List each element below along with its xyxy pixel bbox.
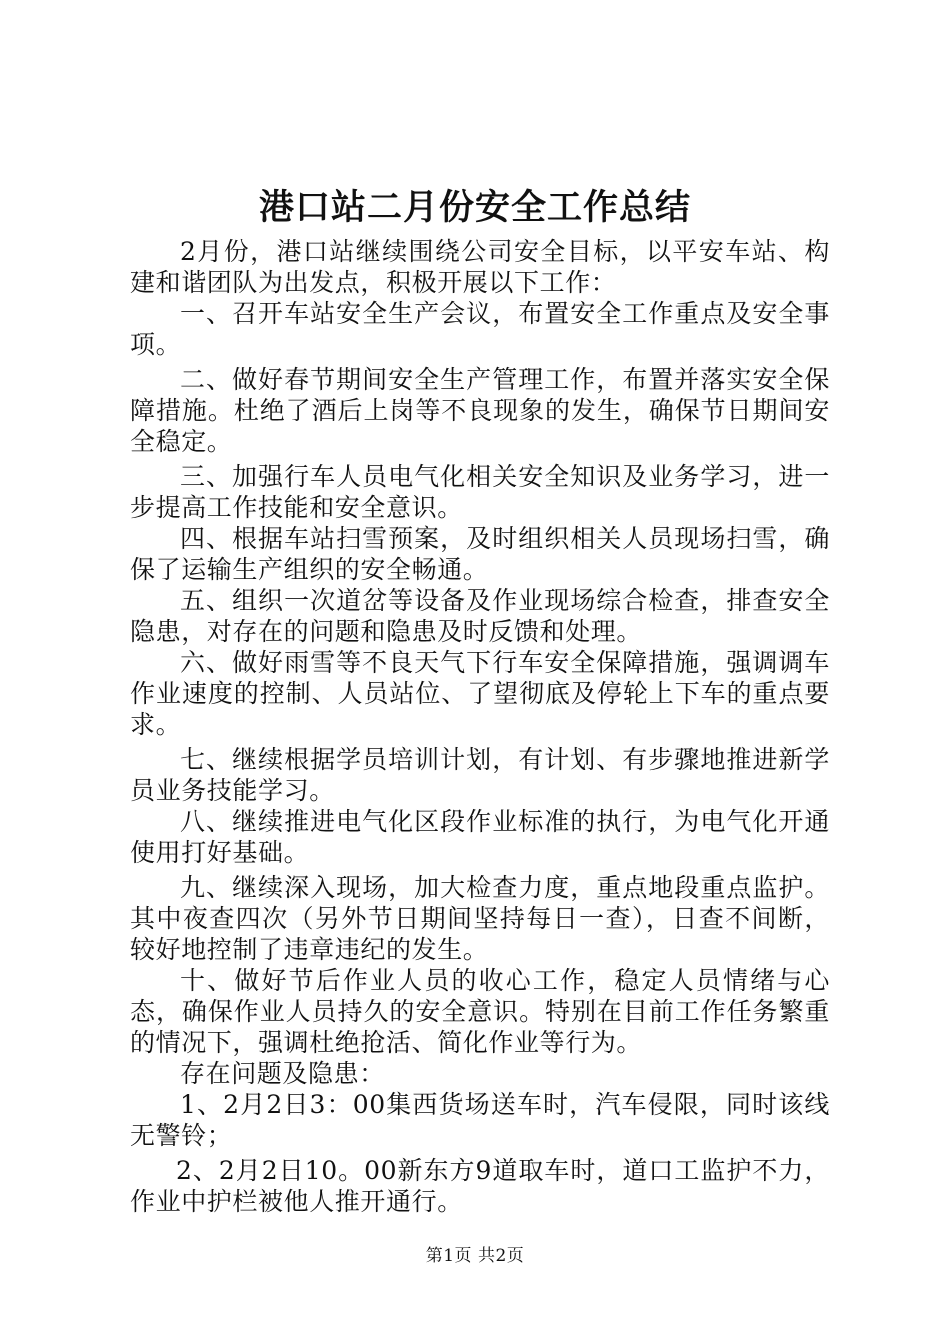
paragraph-item-6: 六、做好雨雪等不良天气下行车安全保障措施，强调调车作业速度的控制、人员站位、了望彻底及停轮上下车的重点要求。 (130, 648, 830, 739)
document-body (130, 236, 830, 1217)
paragraph-item-1: 一、召开车站安全生产会议，布置安全工作重点及安全事项。 (130, 299, 830, 359)
paragraph-intro: 2月份，港口站继续围绕公司安全目标，以平安车站、构建和谐团队为出发点，积极开展以下工作： (130, 237, 830, 297)
paragraph-item-10: 十、做好节后作业人员的收心工作，稳定人员情绪与心态，确保作业人员持久的安全意识。特别在目前工作任务繁重的情况下，强调杜绝抢活、简化作业等行为。 (130, 966, 830, 1057)
page-number-footer: 第1页 共2页 (425, 1246, 525, 1266)
paragraph-item-4: 四、根据车站扫雪预案，及时组织相关人员现场扫雪，确保了运输生产组织的安全畅通。 (130, 524, 830, 584)
paragraph-item-3: 三、加强行车人员电气化相关安全知识及业务学习，进一步提高工作技能和安全意识。 (130, 462, 830, 522)
paragraph-issue-1: 1、2月2日3：00集西货场送车时，汽车侵限，同时该线无警铃； (130, 1090, 830, 1150)
paragraph-item-2: 二、做好春节期间安全生产管理工作，布置并落实安全保障措施。杜绝了酒后上岗等不良现象的发生，确保节日期间安全稳定。 (130, 365, 830, 456)
document-title: 港口站二月份安全工作总结 (258, 187, 691, 228)
paragraph-issue-2: 2、2月2日10。00新东方9道取车时，道口工监护不力，作业中护栏被他人推开通行。 (130, 1156, 830, 1216)
paragraph-item-5: 五、组织一次道岔等设备及作业现场综合检查，排查安全隐患，对存在的问题和隐患及时反馈和处理。 (130, 586, 830, 646)
paragraph-item-7: 七、继续根据学员培训计划，有计划、有步骤地推进新学员业务技能学习。 (130, 745, 830, 805)
paragraph-issues-heading: 存在问题及隐患： (180, 1059, 385, 1088)
paragraph-item-8: 八、继续推进电气化区段作业标准的执行，为电气化开通使用打好基础。 (130, 807, 830, 867)
paragraph-item-9: 九、继续深入现场，加大检查力度，重点地段重点监护。其中夜查四次（另外节日期间坚持每日一查），日查不间断，较好地控制了违章违纪的发生。 (130, 873, 830, 964)
